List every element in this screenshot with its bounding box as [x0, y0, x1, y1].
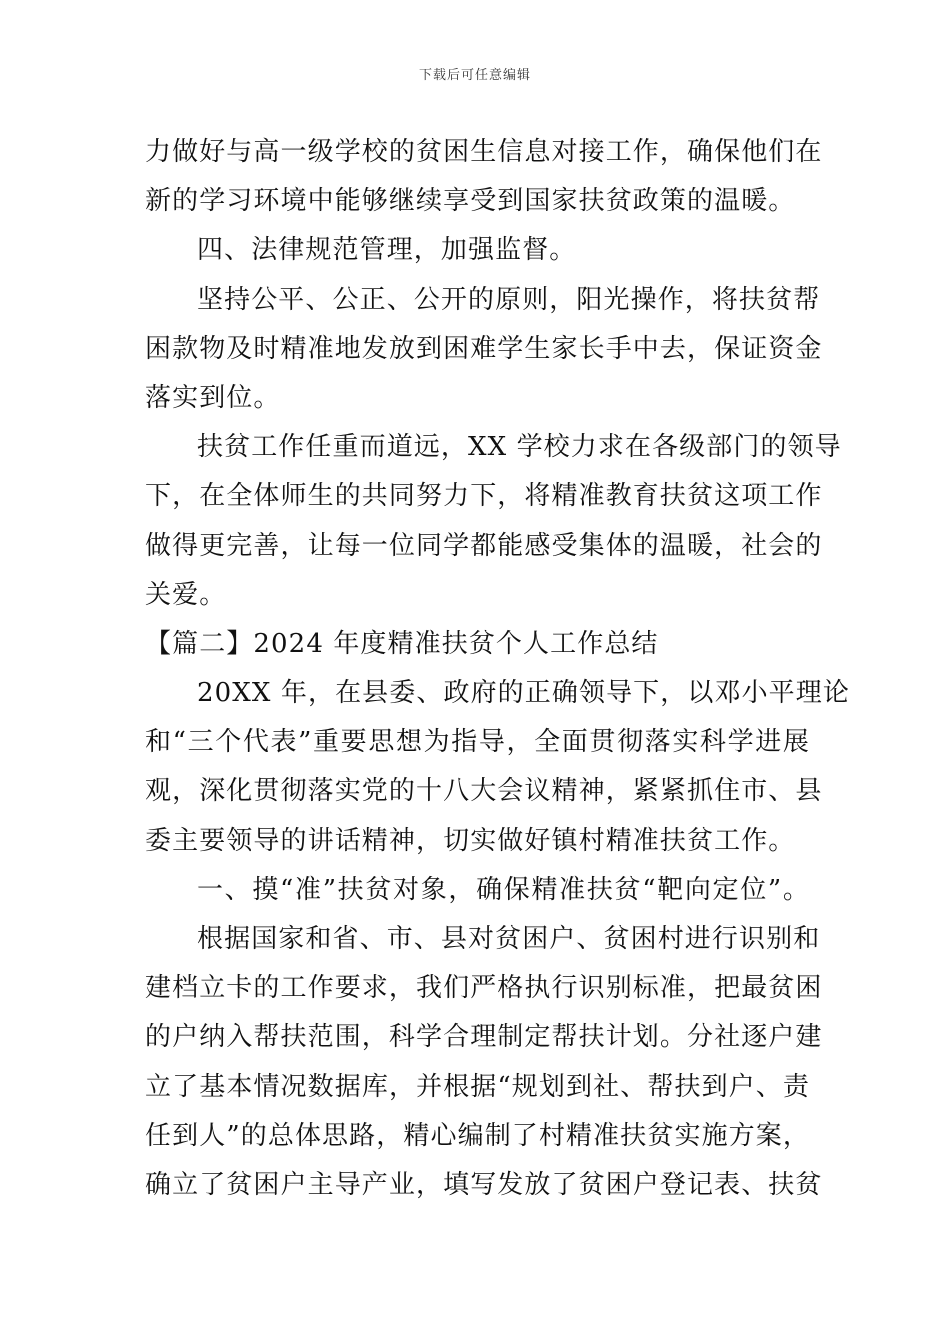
section-heading: 一、摸“准”扶贫对象，确保精准扶贫“靶向定位”。	[197, 874, 810, 905]
text-line: 和“三个代表”重要思想为指导，全面贯彻落实科学进展	[145, 727, 810, 758]
text-line: 新的学习环境中能够继续享受到国家扶贫政策的温暖。	[145, 186, 796, 217]
text-line: 任到人”的总体思路，精心编制了村精准扶贫实施方案，	[145, 1120, 810, 1151]
text-line: 20XX 年，在县委、政府的正确领导下，以邓小平理论	[197, 678, 850, 709]
text-line: 立了基本情况数据库，并根据“规划到社、帮扶到户、责	[145, 1071, 810, 1102]
text-line: 下，在全体师生的共同努力下，将精准教育扶贫这项工作	[145, 481, 823, 512]
text-line: 落实到位。	[145, 382, 281, 413]
text-line: 困款物及时精准地发放到困难学生家长手中去，保证资金	[145, 333, 823, 364]
text-line: 做得更完善，让每一位同学都能感受集体的温暖，社会的	[145, 530, 823, 561]
article-title: 【篇二】2024 年度精准扶贫个人工作总结	[145, 628, 659, 659]
text-line: 坚持公平、公正、公开的原则，阳光操作，将扶贫帮	[197, 284, 821, 315]
section-heading: 四、法律规范管理，加强监督。	[197, 235, 577, 266]
text-line: 观，深化贯彻落实党的十八大会议精神，紧紧抓住市、县	[145, 776, 823, 807]
text-line: 力做好与高一级学校的贫困生信息对接工作，确保他们在	[145, 137, 823, 167]
text-line: 的户纳入帮扶范围，科学合理制定帮扶计划。分社逐户建	[145, 1022, 823, 1053]
text-line: 根据国家和省、市、县对贫困户、贫困村进行识别和	[197, 924, 821, 954]
text-line: 确立了贫困户主导产业，填写发放了贫困户登记表、扶贫	[145, 1169, 823, 1200]
text-line: 扶贫工作任重而道远，XX 学校力求在各级部门的领导	[197, 432, 842, 463]
text-line: 建档立卡的工作要求，我们严格执行识别标准，把最贫困	[145, 973, 823, 1004]
text-line: 关爱。	[145, 579, 227, 610]
page-header: 下载后可任意编辑	[418, 68, 531, 83]
document-body	[145, 128, 850, 1210]
text-line: 委主要领导的讲话精神，切实做好镇村精准扶贫工作。	[145, 825, 796, 856]
